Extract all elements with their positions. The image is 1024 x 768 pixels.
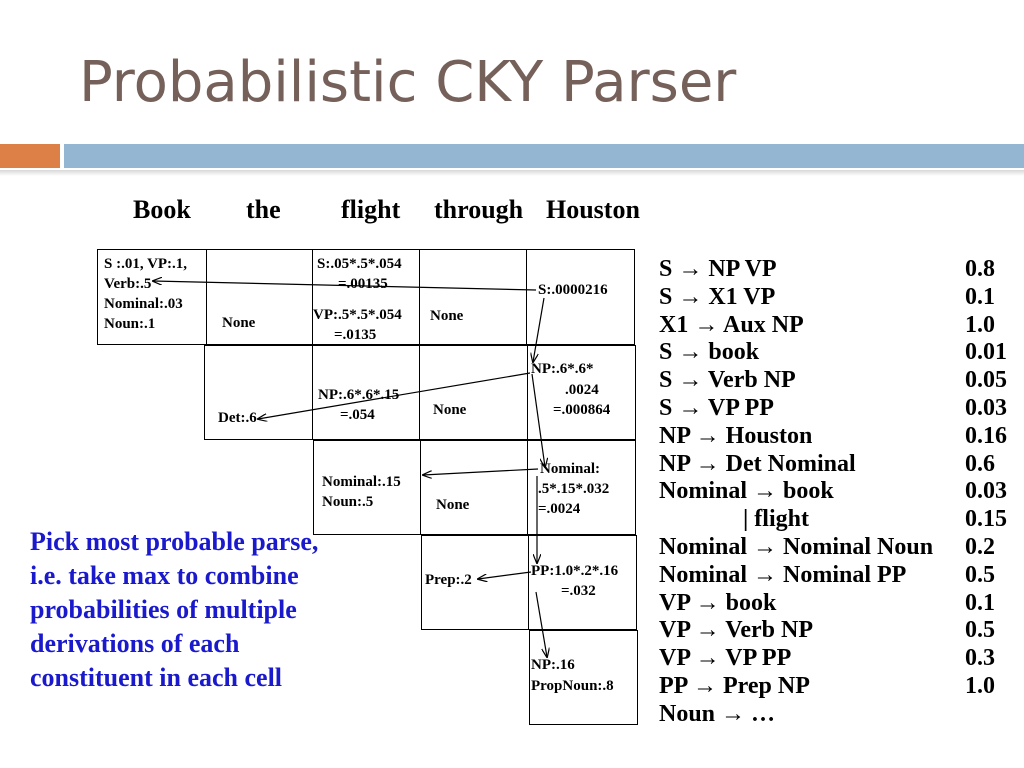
rule-prob: 1.0 bbox=[965, 672, 995, 699]
backpointer-s-to-verb bbox=[153, 281, 536, 290]
rule-text: Nominal → Nominal PP bbox=[659, 561, 907, 588]
cell-4-5-line-2: =.032 bbox=[561, 583, 596, 599]
rule-prob: 0.5 bbox=[965, 561, 995, 588]
grammar-rule bbox=[659, 339, 1019, 367]
cell-3-4-text: None bbox=[436, 497, 470, 513]
rule-text: S → book bbox=[659, 339, 760, 366]
cell-3-3-line-2: Noun:.5 bbox=[322, 494, 374, 510]
cell-3-3-line-1: Nominal:.15 bbox=[322, 474, 401, 490]
rule-text: NP → Houston bbox=[659, 422, 813, 449]
cell-3-5-line-2: .5*.15*.032 bbox=[538, 481, 610, 497]
note-text: Pick most probable parse, i.e. take max to combine probabilities of multiple derivations of each constituent in each cell bbox=[30, 527, 319, 692]
rule-prob: 0.15 bbox=[965, 506, 1007, 533]
rule-text: VP → Verb NP bbox=[659, 617, 814, 644]
rule-prob: 0.03 bbox=[965, 394, 1007, 421]
cell-1-3-s-line-2: =.00135 bbox=[338, 276, 388, 292]
cell-3-5-line-1: Nominal: bbox=[540, 461, 600, 477]
rule-prob: 0.1 bbox=[965, 283, 995, 310]
grammar-rule bbox=[659, 423, 1019, 451]
grammar-rule bbox=[659, 284, 1019, 312]
word-houston: Houston bbox=[546, 195, 640, 224]
rule-prob: 0.8 bbox=[965, 256, 995, 282]
rule-text: PP → Prep NP bbox=[659, 672, 810, 699]
cell-2-3-line-1: NP:.6*.6*.15 bbox=[318, 387, 400, 403]
grammar-rule bbox=[659, 562, 1019, 590]
cell-1-5-text: S:.0000216 bbox=[538, 282, 608, 298]
rule-text: X1 → Aux NP bbox=[659, 311, 804, 338]
rule-text: Nominal → Nominal Noun bbox=[659, 533, 934, 560]
backpointer-np-to-det bbox=[258, 373, 530, 419]
grammar-rule bbox=[659, 395, 1019, 423]
rule-text: VP → VP PP bbox=[659, 645, 792, 672]
backpointer-np-to-nominal bbox=[532, 374, 545, 467]
cell-4-5-line-1: PP:1.0*.2*.16 bbox=[531, 563, 619, 579]
rule-prob: 0.5 bbox=[965, 617, 995, 644]
rule-text: S → X1 VP bbox=[659, 283, 776, 310]
rule-prob: 0.03 bbox=[965, 478, 1007, 505]
cell-2-5-line-2: .0024 bbox=[565, 382, 599, 398]
word-the: the bbox=[246, 195, 281, 224]
cell-5-5-line-1: NP:.16 bbox=[531, 657, 575, 673]
rule-prob: 0.1 bbox=[965, 589, 995, 616]
cell-2-3-line-2: =.054 bbox=[340, 407, 375, 423]
grammar-rule bbox=[659, 701, 1019, 729]
cell-1-3-vp-line-2: =.0135 bbox=[334, 327, 377, 343]
cell-2-5-line-1: NP:.6*.6* bbox=[531, 361, 594, 377]
word-flight: flight bbox=[341, 195, 401, 224]
rule-text: NP → Det Nominal bbox=[659, 450, 856, 477]
cell-1-3-vp-line-1: VP:.5*.5*.054 bbox=[313, 307, 402, 323]
grammar-rule bbox=[659, 673, 1019, 701]
rule-prob: 0.01 bbox=[965, 339, 1007, 366]
backpointer-s-to-np bbox=[533, 298, 544, 362]
cell-1-1-line-4: Noun:.1 bbox=[104, 316, 156, 332]
backpointer-nominal-to-nominal bbox=[423, 469, 538, 475]
cell-1-4-text: None bbox=[430, 308, 464, 324]
grammar-rule bbox=[659, 312, 1019, 340]
grammar-rule bbox=[659, 367, 1019, 395]
backpointer-pp-to-prep bbox=[478, 572, 531, 579]
cell-1-1-line-1: S :.01, VP:.1, bbox=[104, 256, 188, 272]
rule-prob: 0.6 bbox=[965, 450, 995, 477]
grammar-rule bbox=[659, 617, 1019, 645]
rule-prob: 0.16 bbox=[965, 422, 1007, 449]
grammar-rule bbox=[659, 256, 1019, 284]
backpointer-pp-to-np bbox=[536, 592, 547, 657]
cell-2-5-line-3: =.000864 bbox=[553, 402, 611, 418]
grammar-rule bbox=[659, 645, 1019, 673]
grammar-rule bbox=[659, 534, 1019, 562]
word-book: Book bbox=[133, 195, 191, 224]
cell-2-4-text: None bbox=[433, 402, 467, 418]
rule-text: Noun → … bbox=[659, 700, 776, 727]
rule-prob: 0.3 bbox=[965, 645, 995, 672]
rule-text: S → Verb NP bbox=[659, 367, 796, 394]
slide-title: Probabilistic CKY Parser bbox=[79, 50, 737, 115]
grammar-rule bbox=[659, 590, 1019, 618]
cell-4-4-text: Prep:.2 bbox=[425, 572, 472, 588]
rule-text: S → NP VP bbox=[659, 256, 777, 282]
rule-prob: 1.0 bbox=[965, 311, 995, 338]
cell-3-5-line-3: =.0024 bbox=[538, 501, 581, 517]
grammar-rule bbox=[659, 451, 1019, 479]
cell-2-2-text: Det:.6 bbox=[218, 410, 257, 426]
grammar-rules bbox=[659, 256, 1019, 729]
rule-text: Nominal → book bbox=[659, 478, 834, 505]
cell-1-1-line-3: Nominal:.03 bbox=[104, 296, 183, 312]
rule-text: S → VP PP bbox=[659, 394, 774, 421]
cell-5-5-line-2: PropNoun:.8 bbox=[531, 678, 614, 694]
grammar-rule bbox=[659, 478, 1019, 506]
cell-1-1-line-2: Verb:.5 bbox=[104, 276, 152, 292]
cell-1-3-s-line-1: S:.05*.5*.054 bbox=[317, 256, 402, 272]
rule-text: VP → book bbox=[659, 589, 777, 616]
grammar-rule bbox=[659, 506, 1019, 534]
rule-prob: 0.05 bbox=[965, 367, 1007, 394]
rule-text: | flight bbox=[659, 506, 809, 533]
word-through: through bbox=[434, 195, 524, 224]
rule-prob: 0.2 bbox=[965, 533, 995, 560]
cell-1-2-text: None bbox=[222, 315, 256, 331]
